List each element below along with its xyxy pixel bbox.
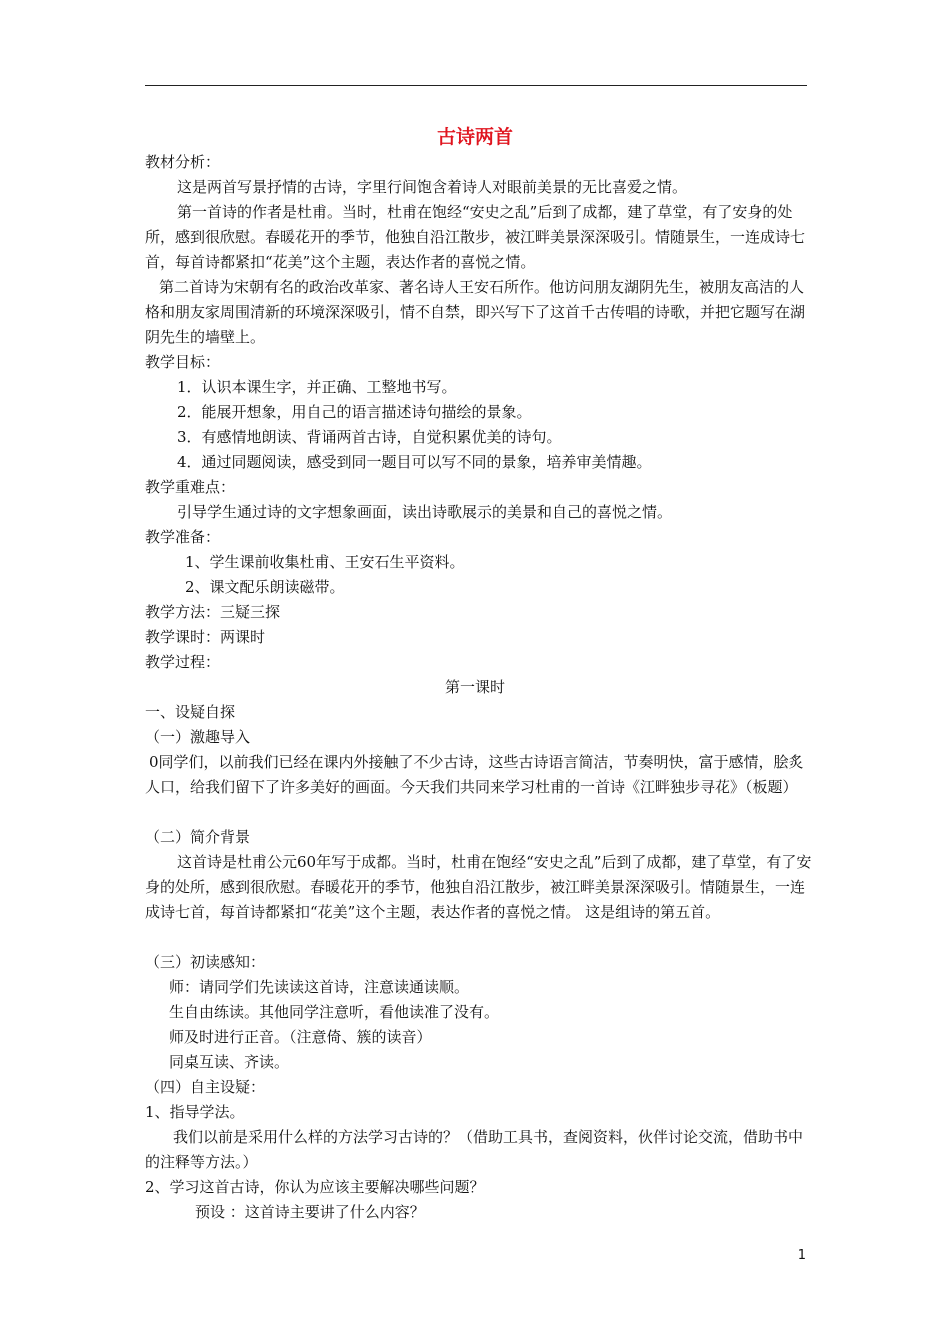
paragraph-second-poem: 第二首诗为宋朝有名的政治改革家、著名诗人王安石所作。他访问朋友湖阴先生，被朋友高洁的人格和朋友家周围清新的环境深深吸引，情不自禁，即兴写下了这首千古传唱的诗歌，并把它题写在湖阴先生的墙壁上。 bbox=[145, 278, 806, 346]
paragraph-introduction: 0同学们，以前我们已经在课内外接触了不少古诗，这些古诗语言简洁，节奏明快，富于感情，脍炙人口，给我们留下了许多美好的画面。今天我们共同来学习杜甫的一首诗《江畔独步寻花》（板题） bbox=[145, 753, 804, 796]
preparation-item-1: 1、学生课前收集杜甫、王安石生平资料。 bbox=[185, 553, 465, 571]
section-heading-1: 一、设疑自探 bbox=[145, 703, 236, 721]
reading-step-3: 师及时进行正音。（注意倚、簇的读音） bbox=[169, 1028, 432, 1046]
reading-step-4: 同桌互读、齐读。 bbox=[169, 1053, 290, 1071]
teaching-hours: 教学课时：两课时 bbox=[145, 628, 266, 646]
reading-step-2: 生自由练读。其他同学注意听，看他读准了没有。 bbox=[169, 1003, 500, 1021]
subsection-heading-3: （三）初读感知： bbox=[145, 953, 266, 971]
goal-item-3: 3．有感情地朗读、背诵两首古诗，自觉积累优美的诗句。 bbox=[177, 428, 562, 446]
item-questions: 2、学习这首古诗，你认为应该主要解决哪些问题？ bbox=[145, 1178, 485, 1196]
goal-item-4: 4．通过同题阅读，感受到同一题目可以写不同的景象，培养审美情趣。 bbox=[177, 453, 652, 471]
heading-key-points: 教学重难点： bbox=[145, 478, 236, 496]
heading-preparation: 教学准备： bbox=[145, 528, 221, 546]
reading-step-1: 师：请同学们先读读这首诗，注意读通读顺。 bbox=[169, 978, 470, 996]
teaching-method: 教学方法：三疑三探 bbox=[145, 603, 281, 621]
subsection-heading-4: （四）自主设疑： bbox=[145, 1078, 266, 1096]
document-title: 古诗两首 bbox=[436, 126, 513, 148]
heading-teaching-goals: 教学目标： bbox=[145, 353, 221, 371]
lesson-title: 第一课时 bbox=[444, 678, 505, 696]
heading-teaching-process: 教学过程： bbox=[145, 653, 221, 671]
paragraph-background: 这首诗是杜甫公元60年写于成都。当时，杜甫在饱经“安史之乱”后到了成都，建了草堂，有了安身的处所，感到很欣慰。春暖花开的季节，他独自沿江散步，被江畔美景深深吸引。情随景生，一连成诗七首，每首诗都紧扣“花美”这个主题，表达作者的喜悦之情。 这是组诗的第五首。 bbox=[145, 853, 812, 921]
page-number: 1 bbox=[797, 1248, 806, 1263]
goal-item-2: 2．能展开想象，用自己的语言描述诗句描绘的景象。 bbox=[177, 403, 532, 421]
paragraph-first-poem: 第一首诗的作者是杜甫。当时，杜甫在饱经“安史之乱”后到了成都，建了草堂，有了安身的处所，感到很欣慰。春暖花开的季节，他独自沿江散步，被江畔美景深深吸引。情随景生，一连成诗七首，每首诗都紧扣“花美”这个主题，表达作者的喜悦之情。 bbox=[145, 203, 806, 271]
subsection-heading-1: （一）激趣导入 bbox=[145, 728, 251, 746]
paragraph-method: 我们以前是采用什么样的方法学习古诗的？（借助工具书，查阅资料，伙伴讨论交流，借助书中的注释等方法。） bbox=[145, 1128, 804, 1171]
preset-question: 预设 ：这首诗主要讲了什么内容？ bbox=[195, 1203, 425, 1221]
paragraph-intro: 这是两首写景抒情的古诗，字里行间饱含着诗人对眼前美景的无比喜爱之情。 bbox=[177, 178, 688, 196]
heading-textbook-analysis: 教材分析： bbox=[145, 153, 221, 171]
preparation-item-2: 2、课文配乐朗读磁带。 bbox=[185, 578, 345, 596]
key-points-text: 引导学生通过诗的文字想象画面，读出诗歌展示的美景和自己的喜悦之情。 bbox=[177, 503, 673, 521]
goal-item-1: 1．认识本课生字，并正确、工整地书写。 bbox=[177, 378, 457, 396]
subsection-heading-2: （二）简介背景 bbox=[145, 828, 251, 846]
header-rule bbox=[145, 85, 807, 86]
item-guide-method: 1、指导学法。 bbox=[145, 1103, 245, 1121]
